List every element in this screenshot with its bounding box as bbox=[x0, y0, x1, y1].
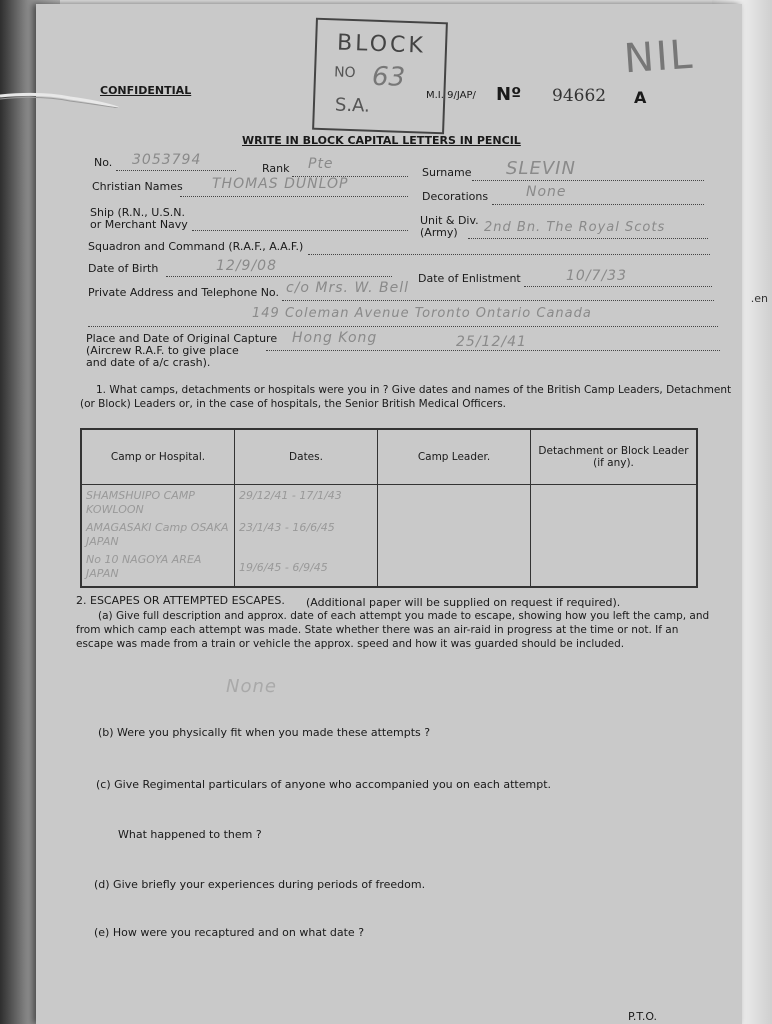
form-number: 94662 bbox=[552, 86, 607, 106]
capture-date-value: 25/12/41 bbox=[456, 334, 527, 350]
camp-leader-cell bbox=[378, 485, 531, 588]
section2-d: (d) Give briefly your experiences during periods of freedom. bbox=[94, 878, 426, 891]
squadron-label: Squadron and Command (R.A.F., A.A.F.) bbox=[88, 240, 304, 253]
form-ref: M.I. 9/JAP/ bbox=[426, 90, 476, 101]
section1-question-line1: 1. What camps, detachments or hospitals were you in ? Give dates and names of the British Camp Leaders, Detachment bbox=[96, 384, 732, 396]
camp-entry: AMAGASAKI Camp OSAKA JAPAN bbox=[86, 521, 229, 548]
number-symbol: Nº bbox=[496, 84, 522, 105]
section2-heading: 2. ESCAPES OR ATTEMPTED ESCAPES. bbox=[76, 594, 285, 607]
camp-entry: No 10 NAGOYA AREA JAPAN bbox=[86, 553, 202, 580]
date-entry: 29/12/41 - 17/1/43 bbox=[239, 489, 342, 502]
background-text-fragment: .en bbox=[750, 292, 768, 305]
christian-names-label: Christian Names bbox=[92, 180, 183, 193]
capture-label-3: and date of a/c crash). bbox=[86, 356, 211, 369]
camp-entry: SHAMSHUIPO CAMP KOWLOON bbox=[86, 489, 195, 516]
section2-c-sub: What happened to them ? bbox=[118, 828, 262, 841]
stamp-no: NO bbox=[333, 64, 356, 82]
enlistment-value: 10/7/33 bbox=[566, 268, 627, 284]
stamp-value: 63 bbox=[371, 61, 406, 93]
enlistment-label: Date of Enlistment bbox=[418, 272, 521, 285]
camps-table bbox=[80, 428, 698, 588]
capture-label-1: Place and Date of Original Capture bbox=[86, 332, 278, 345]
dates-cell bbox=[235, 485, 378, 588]
unit-label-2: (Army) bbox=[420, 226, 458, 239]
surname-value: SLEVIN bbox=[506, 158, 576, 179]
capture-place-value: Hong Kong bbox=[292, 330, 378, 346]
block-stamp bbox=[312, 18, 448, 135]
section2-b: (b) Were you physically fit when you made these attempts ? bbox=[98, 726, 431, 739]
rank-label: Rank bbox=[262, 162, 290, 175]
unit-value: 2nd Bn. The Royal Scots bbox=[484, 220, 666, 235]
pto-label: P.T.O. bbox=[628, 1010, 658, 1023]
col-camp: Camp or Hospital. bbox=[81, 429, 235, 485]
stamp-sub: S.A. bbox=[334, 94, 371, 117]
section2-a-line1: (a) Give full description and approx. date of each attempt you made to escape, showing how you left the camp, and bbox=[98, 610, 710, 622]
ship-label-1: Ship (R.N., U.S.N. bbox=[90, 206, 185, 219]
col-detachment-leader: Detachment or Block Leader (if any). bbox=[531, 429, 698, 485]
address-value-2: 149 Coleman Avenue Toronto Ontario Canada bbox=[252, 306, 592, 321]
date-entry: 23/1/43 - 16/6/45 bbox=[239, 521, 335, 534]
dob-value: 12/9/08 bbox=[216, 258, 277, 274]
christian-names-value: THOMAS DUNLOP bbox=[212, 176, 349, 192]
section1-question-line2: (or Block) Leaders or, in the case of hospitals, the Senior British Medical Officers. bbox=[80, 398, 507, 410]
form-letter: A bbox=[634, 88, 647, 107]
no-label: No. bbox=[94, 156, 113, 169]
confidential-label: CONFIDENTIAL bbox=[100, 84, 192, 97]
decorations-label: Decorations bbox=[422, 190, 489, 203]
col-camp-leader: Camp Leader. bbox=[378, 429, 531, 485]
nil-mark: NIL bbox=[622, 31, 696, 83]
no-value: 3053794 bbox=[132, 152, 202, 168]
section2-c: (c) Give Regimental particulars of anyone who accompanied you on each attempt. bbox=[96, 778, 552, 791]
ship-label-2: or Merchant Navy bbox=[90, 218, 188, 231]
surname-label: Surname bbox=[422, 166, 472, 179]
unit-label-1: Unit & Div. bbox=[420, 214, 479, 227]
col-dates: Dates. bbox=[235, 429, 378, 485]
decorations-value: None bbox=[526, 184, 567, 200]
capture-label-2: (Aircrew R.A.F. to give place bbox=[86, 344, 239, 357]
stamp-title: BLOCK bbox=[336, 30, 427, 59]
rank-value: Pte bbox=[308, 156, 334, 172]
address-value-1: c/o Mrs. W. Bell bbox=[286, 280, 410, 296]
section2-a-answer: None bbox=[226, 676, 277, 697]
section2-heading-note: (Additional paper will be supplied on request if required). bbox=[306, 596, 621, 609]
address-label: Private Address and Telephone No. bbox=[88, 286, 279, 299]
instruction-heading: WRITE IN BLOCK CAPITAL LETTERS IN PENCIL bbox=[242, 134, 521, 147]
form-sheet bbox=[36, 4, 742, 1024]
detachment-leader-cell bbox=[531, 485, 698, 588]
section2-e: (e) How were you recaptured and on what date ? bbox=[94, 926, 365, 939]
date-entry: 19/6/45 - 6/9/45 bbox=[239, 561, 328, 574]
section2-a-line2: from which camp each attempt was made. State whether there was an air-raid in progress at the time or not. If an bbox=[76, 624, 679, 636]
string-tie-icon bbox=[0, 90, 120, 108]
camps-cell bbox=[81, 485, 235, 588]
dob-label: Date of Birth bbox=[88, 262, 159, 275]
section2-a-line3: escape was made from a train or vehicle the approx. speed and how it was guarded should be included. bbox=[76, 638, 625, 650]
